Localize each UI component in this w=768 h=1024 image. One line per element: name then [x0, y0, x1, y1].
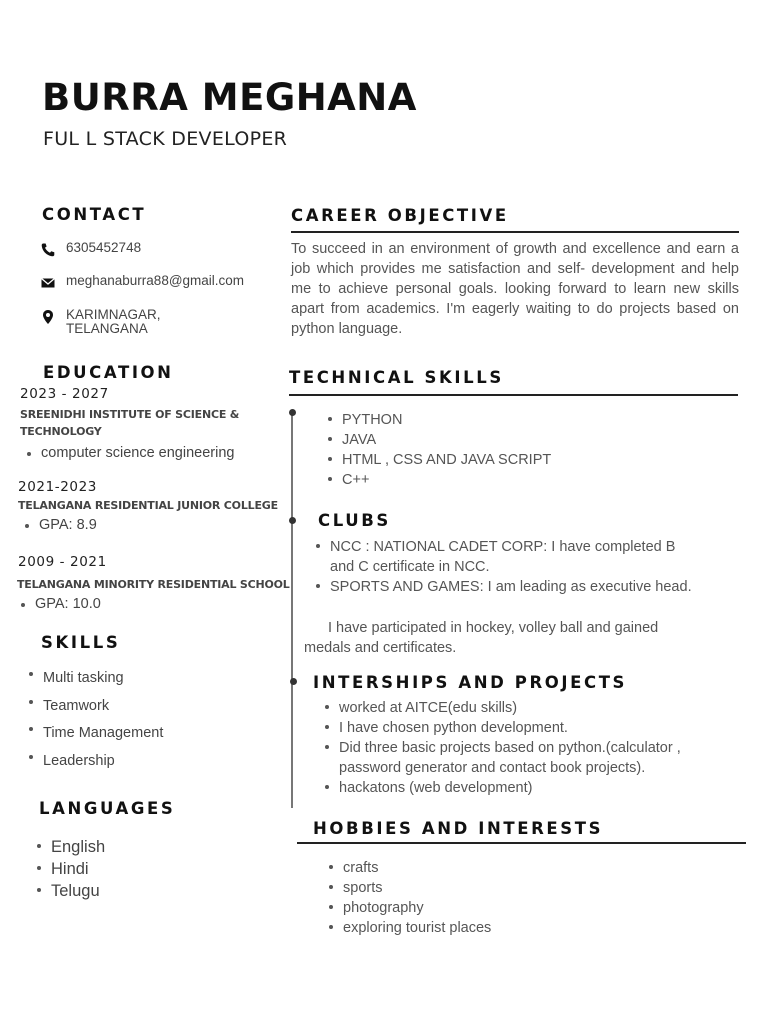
technical-skill-item: HTML , CSS AND JAVA SCRIPT [324, 450, 551, 470]
timeline-dot [289, 517, 296, 524]
education-detail-list-2 [21, 517, 97, 533]
language-item: Hindi [33, 858, 105, 880]
internship-item: hackatons (web development) [321, 778, 719, 798]
education-years-3: 2009 - 2021 [18, 554, 107, 570]
hobby-item: exploring tourist places [325, 918, 491, 938]
technical-skills-list [324, 410, 551, 490]
languages-heading: LANGUAGES [39, 799, 176, 818]
phone-icon [40, 242, 56, 258]
internship-item: worked at AITCE(edu skills) [321, 698, 719, 718]
contact-email-row [40, 274, 244, 291]
contact-phone: 6305452748 [66, 240, 142, 255]
education-years-1: 2023 - 2027 [20, 386, 109, 402]
address-line-1: KARIMNAGAR, [66, 307, 161, 322]
hobby-item: sports [325, 878, 491, 898]
education-institution-1 [20, 406, 239, 440]
technical-skill-item: PYTHON [324, 410, 551, 430]
institution-line-1: SREENIDHI INSTITUTE OF SCIENCE & [20, 408, 240, 421]
internship-item: I have chosen python development. [321, 718, 719, 738]
language-item: Telugu [33, 880, 105, 902]
education-institution-2: TELANGANA RESIDENTIAL JUNIOR COLLEGE [18, 499, 278, 512]
career-objective-heading: CAREER OBJECTIVE [291, 206, 509, 225]
internships-list [321, 698, 719, 798]
mail-icon [40, 275, 56, 291]
education-years-2: 2021-2023 [18, 479, 97, 495]
job-title: FUL L STACK DEVELOPER [43, 128, 288, 150]
contact-phone-row [40, 241, 141, 258]
internships-heading: INTERSHIPS AND PROJECTS [313, 673, 628, 692]
technical-skill-item: C++ [324, 470, 551, 490]
club-item: NCC : NATIONAL CADET CORP: I have completed B and C certificate in NCC. [312, 537, 697, 577]
language-item: English [33, 836, 105, 858]
hobby-item: crafts [325, 858, 491, 878]
hobbies-list [325, 858, 491, 938]
hobbies-divider [297, 842, 746, 844]
education-detail-2: GPA: 8.9 [21, 517, 97, 533]
contact-heading: CONTACT [42, 205, 147, 224]
timeline-line [291, 410, 293, 808]
education-institution-3: TELANGANA MINORITY RESIDENTIAL SCHOOL [17, 578, 290, 591]
career-objective-text: To succeed in an environment of growth and excellence and earn a job which provides me satisfaction and self- development and help me to achieve personal goals. looking forward to learn new skills apart from academics. I'm eagerly waiting to do projects based on python language. [291, 241, 739, 337]
education-heading: EDUCATION [43, 363, 174, 382]
hobbies-heading: HOBBIES AND INTERESTS [313, 819, 604, 838]
contact-email: meghanaburra88@gmail.com [66, 273, 245, 288]
location-pin-icon [40, 309, 56, 325]
education-detail-3: GPA: 10.0 [17, 596, 101, 612]
timeline-dot [290, 678, 297, 685]
clubs-list [312, 537, 697, 597]
technical-skill-item: JAVA [324, 430, 551, 450]
education-detail-list-3 [17, 596, 101, 612]
address-line-2: TELANGANA [66, 321, 148, 336]
skill-item: Teamwork [25, 693, 163, 721]
internship-item: Did three basic projects based on python.(calculator , password generator and contact book projects). [321, 738, 719, 778]
skills-heading: SKILLS [41, 633, 121, 652]
candidate-name: BURRA MEGHANA [42, 76, 417, 119]
hobby-item: photography [325, 898, 491, 918]
contact-address [66, 308, 161, 336]
education-detail-list-1 [23, 445, 234, 461]
skill-item: Multi tasking [25, 665, 163, 693]
institution-line-2: TECHNOLOGY [20, 425, 102, 438]
technical-divider [289, 394, 738, 396]
clubs-heading: CLUBS [318, 511, 391, 530]
contact-address-row [40, 308, 161, 336]
skill-item: Leadership [25, 748, 163, 776]
club-item: SPORTS AND GAMES: I am leading as executive head. [312, 577, 697, 597]
timeline-dot [289, 409, 296, 416]
clubs-extra-text: I have participated in hockey, volley ball and gained medals and certificates. [304, 620, 659, 656]
languages-list [33, 836, 105, 902]
technical-skills-heading: TECHNICAL SKILLS [289, 368, 504, 387]
career-divider [291, 231, 739, 233]
education-detail-1: computer science engineering [23, 445, 234, 461]
skills-list [25, 665, 163, 775]
skill-item: Time Management [25, 720, 163, 748]
